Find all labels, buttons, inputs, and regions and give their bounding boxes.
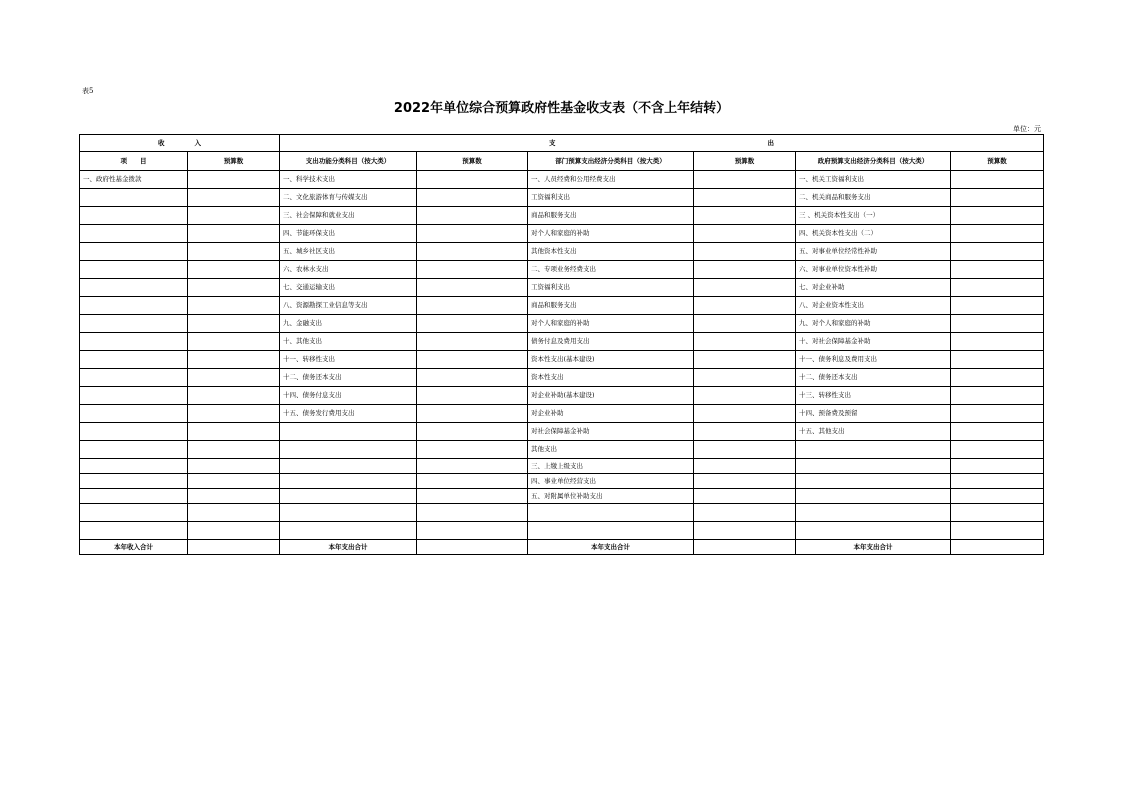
gov-budget-cell bbox=[951, 333, 1044, 351]
gov-budget-cell bbox=[951, 315, 1044, 333]
gov-budget-cell bbox=[951, 522, 1044, 540]
col-header-dept-econ: 部门预算支出经济分类科目（按大类） bbox=[528, 152, 694, 171]
dept-budget-cell bbox=[694, 333, 796, 351]
income-item-cell bbox=[80, 261, 188, 279]
gov-econ-cell: 三 、机关资本性支出（一） bbox=[796, 207, 951, 225]
income-item-cell bbox=[80, 423, 188, 441]
gov-budget-cell bbox=[951, 369, 1044, 387]
func-class-cell: 四、节能环保支出 bbox=[280, 225, 417, 243]
func-budget-cell bbox=[417, 474, 528, 489]
gov-budget-cell bbox=[951, 504, 1044, 522]
income-budget-cell bbox=[188, 489, 280, 504]
expense-total-value bbox=[417, 540, 528, 555]
income-item-cell bbox=[80, 504, 188, 522]
dept-econ-cell bbox=[528, 522, 694, 540]
income-budget-cell bbox=[188, 171, 280, 189]
gov-econ-cell bbox=[796, 474, 951, 489]
gov-econ-cell: 十五、其他支出 bbox=[796, 423, 951, 441]
func-budget-cell bbox=[417, 489, 528, 504]
dept-econ-cell: 其他资本性支出 bbox=[528, 243, 694, 261]
income-budget-cell bbox=[188, 459, 280, 474]
table-row bbox=[80, 261, 1044, 279]
table-row bbox=[80, 279, 1044, 297]
gov-econ-cell: 十三、转移性支出 bbox=[796, 387, 951, 405]
col-header-func-class: 支出功能分类科目（按大类） bbox=[280, 152, 417, 171]
income-budget-cell bbox=[188, 333, 280, 351]
dept-budget-cell bbox=[694, 387, 796, 405]
func-class-cell: 十四、债务付息支出 bbox=[280, 387, 417, 405]
income-budget-cell bbox=[188, 369, 280, 387]
income-item-cell bbox=[80, 369, 188, 387]
dept-budget-cell bbox=[694, 489, 796, 504]
table-row bbox=[80, 504, 1044, 522]
func-budget-cell bbox=[417, 387, 528, 405]
gov-econ-cell: 十四、预备费及预留 bbox=[796, 405, 951, 423]
func-class-cell: 九、金融支出 bbox=[280, 315, 417, 333]
col-header-item: 项 目 bbox=[80, 152, 188, 171]
table-row bbox=[80, 207, 1044, 225]
func-class-cell: 十、其他支出 bbox=[280, 333, 417, 351]
gov-budget-cell bbox=[951, 225, 1044, 243]
income-budget-cell bbox=[188, 351, 280, 369]
dept-budget-cell bbox=[694, 189, 796, 207]
income-budget-cell bbox=[188, 189, 280, 207]
gov-budget-cell bbox=[951, 459, 1044, 474]
income-budget-cell bbox=[188, 279, 280, 297]
func-budget-cell bbox=[417, 279, 528, 297]
income-item-cell bbox=[80, 333, 188, 351]
table-row bbox=[80, 387, 1044, 405]
func-class-cell bbox=[280, 423, 417, 441]
table-row bbox=[80, 369, 1044, 387]
table-id: 表5 bbox=[82, 87, 94, 95]
header-row-1 bbox=[80, 135, 1044, 152]
gov-econ-cell: 八、对企业资本性支出 bbox=[796, 297, 951, 315]
dept-econ-cell: 对企业补助 bbox=[528, 405, 694, 423]
func-class-cell bbox=[280, 441, 417, 459]
dept-budget-cell bbox=[694, 297, 796, 315]
func-class-cell: 二、文化旅游体育与传媒支出 bbox=[280, 189, 417, 207]
table-row bbox=[80, 459, 1044, 474]
func-class-cell: 八、资源勘探工业信息等支出 bbox=[280, 297, 417, 315]
table-row bbox=[80, 522, 1044, 540]
income-budget-cell bbox=[188, 423, 280, 441]
income-budget-cell bbox=[188, 387, 280, 405]
income-item-cell bbox=[80, 522, 188, 540]
col-header-gov-econ: 政府预算支出经济分类科目（按大类） bbox=[796, 152, 951, 171]
gov-budget-cell bbox=[951, 279, 1044, 297]
expense-total-value bbox=[694, 540, 796, 555]
dept-budget-cell bbox=[694, 243, 796, 261]
func-class-cell bbox=[280, 474, 417, 489]
gov-budget-cell bbox=[951, 351, 1044, 369]
income-budget-cell bbox=[188, 243, 280, 261]
func-budget-cell bbox=[417, 207, 528, 225]
table-row bbox=[80, 333, 1044, 351]
dept-budget-cell bbox=[694, 504, 796, 522]
dept-econ-cell: 五、对附属单位补助支出 bbox=[528, 489, 694, 504]
func-budget-cell bbox=[417, 459, 528, 474]
dept-budget-cell bbox=[694, 405, 796, 423]
gov-econ-cell: 九、对个人和家庭的补助 bbox=[796, 315, 951, 333]
income-item-cell bbox=[80, 207, 188, 225]
func-class-cell: 十一、转移性支出 bbox=[280, 351, 417, 369]
totals-row bbox=[80, 540, 1044, 555]
income-budget-cell bbox=[188, 207, 280, 225]
dept-budget-cell bbox=[694, 315, 796, 333]
func-budget-cell bbox=[417, 243, 528, 261]
func-class-cell: 一、科学技术支出 bbox=[280, 171, 417, 189]
dept-econ-cell: 四、事业单位经营支出 bbox=[528, 474, 694, 489]
income-item-cell: 一、政府性基金拨款 bbox=[80, 171, 188, 189]
dept-econ-cell: 工资福利支出 bbox=[528, 279, 694, 297]
dept-budget-cell bbox=[694, 351, 796, 369]
table-row bbox=[80, 189, 1044, 207]
dept-econ-cell: 其他支出 bbox=[528, 441, 694, 459]
table-row bbox=[80, 423, 1044, 441]
func-class-cell: 三、社会保障和就业支出 bbox=[280, 207, 417, 225]
gov-econ-cell: 十、对社会保障基金补助 bbox=[796, 333, 951, 351]
dept-econ-cell: 对企业补助(基本建设) bbox=[528, 387, 694, 405]
dept-budget-cell bbox=[694, 207, 796, 225]
income-item-cell bbox=[80, 297, 188, 315]
table-row bbox=[80, 171, 1044, 189]
gov-budget-cell bbox=[951, 387, 1044, 405]
income-item-cell bbox=[80, 225, 188, 243]
dept-econ-cell: 一、人员经费和公用经费支出 bbox=[528, 171, 694, 189]
dept-budget-cell bbox=[694, 369, 796, 387]
gov-econ-cell bbox=[796, 522, 951, 540]
dept-econ-cell: 二、专项业务经费支出 bbox=[528, 261, 694, 279]
gov-econ-cell bbox=[796, 489, 951, 504]
dept-econ-cell: 工资福利支出 bbox=[528, 189, 694, 207]
expense-total-label: 本年支出合计 bbox=[796, 540, 951, 555]
gov-budget-cell bbox=[951, 189, 1044, 207]
dept-econ-cell: 商品和服务支出 bbox=[528, 207, 694, 225]
gov-budget-cell bbox=[951, 171, 1044, 189]
budget-table bbox=[79, 134, 1044, 555]
gov-budget-cell bbox=[951, 441, 1044, 459]
income-item-cell bbox=[80, 351, 188, 369]
dept-budget-cell bbox=[694, 459, 796, 474]
income-item-cell bbox=[80, 189, 188, 207]
dept-econ-cell bbox=[528, 504, 694, 522]
gov-budget-cell bbox=[951, 423, 1044, 441]
func-class-cell bbox=[280, 504, 417, 522]
func-budget-cell bbox=[417, 405, 528, 423]
col-header-budget: 预算数 bbox=[694, 152, 796, 171]
income-item-cell bbox=[80, 474, 188, 489]
dept-econ-cell: 商品和服务支出 bbox=[528, 297, 694, 315]
income-budget-cell bbox=[188, 405, 280, 423]
expense-total-label: 本年支出合计 bbox=[528, 540, 694, 555]
func-class-cell: 十五、债务发行费用支出 bbox=[280, 405, 417, 423]
dept-budget-cell bbox=[694, 474, 796, 489]
income-item-cell bbox=[80, 279, 188, 297]
gov-budget-cell bbox=[951, 261, 1044, 279]
gov-econ-cell: 四、机关资本性支出（二） bbox=[796, 225, 951, 243]
dept-econ-cell: 债务付息及费用支出 bbox=[528, 333, 694, 351]
dept-budget-cell bbox=[694, 522, 796, 540]
gov-budget-cell bbox=[951, 243, 1044, 261]
income-budget-cell bbox=[188, 315, 280, 333]
gov-econ-cell: 二、机关商品和服务支出 bbox=[796, 189, 951, 207]
func-budget-cell bbox=[417, 189, 528, 207]
table-row bbox=[80, 441, 1044, 459]
dept-budget-cell bbox=[694, 225, 796, 243]
dept-econ-cell: 资本性支出 bbox=[528, 369, 694, 387]
dept-budget-cell bbox=[694, 279, 796, 297]
income-total-value bbox=[188, 540, 280, 555]
func-class-cell: 六、农林水支出 bbox=[280, 261, 417, 279]
col-header-budget: 预算数 bbox=[417, 152, 528, 171]
func-class-cell bbox=[280, 489, 417, 504]
table-row bbox=[80, 297, 1044, 315]
func-class-cell: 十二、债务还本支出 bbox=[280, 369, 417, 387]
page-title: 2022年单位综合预算政府性基金收支表（不含上年结转） bbox=[393, 101, 730, 116]
dept-budget-cell bbox=[694, 441, 796, 459]
gov-budget-cell bbox=[951, 405, 1044, 423]
income-budget-cell bbox=[188, 297, 280, 315]
func-budget-cell bbox=[417, 261, 528, 279]
col-header-budget: 预算数 bbox=[951, 152, 1044, 171]
gov-econ-cell: 十一、债务利息及费用支出 bbox=[796, 351, 951, 369]
table-row bbox=[80, 489, 1044, 504]
income-item-cell bbox=[80, 489, 188, 504]
func-budget-cell bbox=[417, 171, 528, 189]
gov-budget-cell bbox=[951, 474, 1044, 489]
income-budget-cell bbox=[188, 261, 280, 279]
income-total-label: 本年收入合计 bbox=[80, 540, 188, 555]
income-item-cell bbox=[80, 315, 188, 333]
func-budget-cell bbox=[417, 297, 528, 315]
func-budget-cell bbox=[417, 225, 528, 243]
table-row bbox=[80, 474, 1044, 489]
income-item-cell bbox=[80, 243, 188, 261]
gov-econ-cell: 五、对事业单位经常性补助 bbox=[796, 243, 951, 261]
expense-header-char: 支 bbox=[549, 138, 556, 147]
dept-econ-cell: 三、上缴上级支出 bbox=[528, 459, 694, 474]
col-header-budget: 预算数 bbox=[188, 152, 280, 171]
income-item-cell bbox=[80, 405, 188, 423]
gov-budget-cell bbox=[951, 297, 1044, 315]
income-item-cell bbox=[80, 441, 188, 459]
func-budget-cell bbox=[417, 315, 528, 333]
expense-total-label: 本年支出合计 bbox=[280, 540, 417, 555]
dept-econ-cell: 对个人和家庭的补助 bbox=[528, 225, 694, 243]
income-budget-cell bbox=[188, 225, 280, 243]
func-class-cell: 七、交通运输支出 bbox=[280, 279, 417, 297]
dept-budget-cell bbox=[694, 261, 796, 279]
expense-header-char: 出 bbox=[767, 138, 775, 147]
func-class-cell: 五、城乡社区支出 bbox=[280, 243, 417, 261]
gov-econ-cell bbox=[796, 459, 951, 474]
income-item-cell bbox=[80, 387, 188, 405]
dept-budget-cell bbox=[694, 171, 796, 189]
income-budget-cell bbox=[188, 441, 280, 459]
unit-label: 单位：元 bbox=[1013, 125, 1041, 133]
dept-econ-cell: 对个人和家庭的补助 bbox=[528, 315, 694, 333]
income-header-char: 入 bbox=[194, 138, 201, 147]
func-budget-cell bbox=[417, 423, 528, 441]
income-header bbox=[80, 135, 280, 152]
gov-econ-cell bbox=[796, 441, 951, 459]
gov-budget-cell bbox=[951, 207, 1044, 225]
income-header-char: 收 bbox=[158, 138, 165, 147]
income-item-cell bbox=[80, 459, 188, 474]
gov-econ-cell: 六、对事业单位资本性补助 bbox=[796, 261, 951, 279]
func-budget-cell bbox=[417, 351, 528, 369]
income-budget-cell bbox=[188, 474, 280, 489]
func-budget-cell bbox=[417, 333, 528, 351]
func-class-cell bbox=[280, 522, 417, 540]
dept-econ-cell: 资本性支出(基本建设) bbox=[528, 351, 694, 369]
dept-budget-cell bbox=[694, 423, 796, 441]
gov-econ-cell bbox=[796, 504, 951, 522]
table-row bbox=[80, 315, 1044, 333]
func-budget-cell bbox=[417, 441, 528, 459]
header-row-2 bbox=[80, 152, 1044, 171]
table-row bbox=[80, 225, 1044, 243]
expense-total-value bbox=[951, 540, 1044, 555]
gov-econ-cell: 七、对企业补助 bbox=[796, 279, 951, 297]
gov-econ-cell: 一、机关工资福利支出 bbox=[796, 171, 951, 189]
table-row bbox=[80, 405, 1044, 423]
table-row bbox=[80, 351, 1044, 369]
income-budget-cell bbox=[188, 504, 280, 522]
expense-header bbox=[280, 135, 1044, 152]
income-budget-cell bbox=[188, 522, 280, 540]
func-budget-cell bbox=[417, 522, 528, 540]
table-row bbox=[80, 243, 1044, 261]
gov-econ-cell: 十二、债务还本支出 bbox=[796, 369, 951, 387]
func-budget-cell bbox=[417, 504, 528, 522]
func-budget-cell bbox=[417, 369, 528, 387]
func-class-cell bbox=[280, 459, 417, 474]
gov-budget-cell bbox=[951, 489, 1044, 504]
dept-econ-cell: 对社会保障基金补助 bbox=[528, 423, 694, 441]
